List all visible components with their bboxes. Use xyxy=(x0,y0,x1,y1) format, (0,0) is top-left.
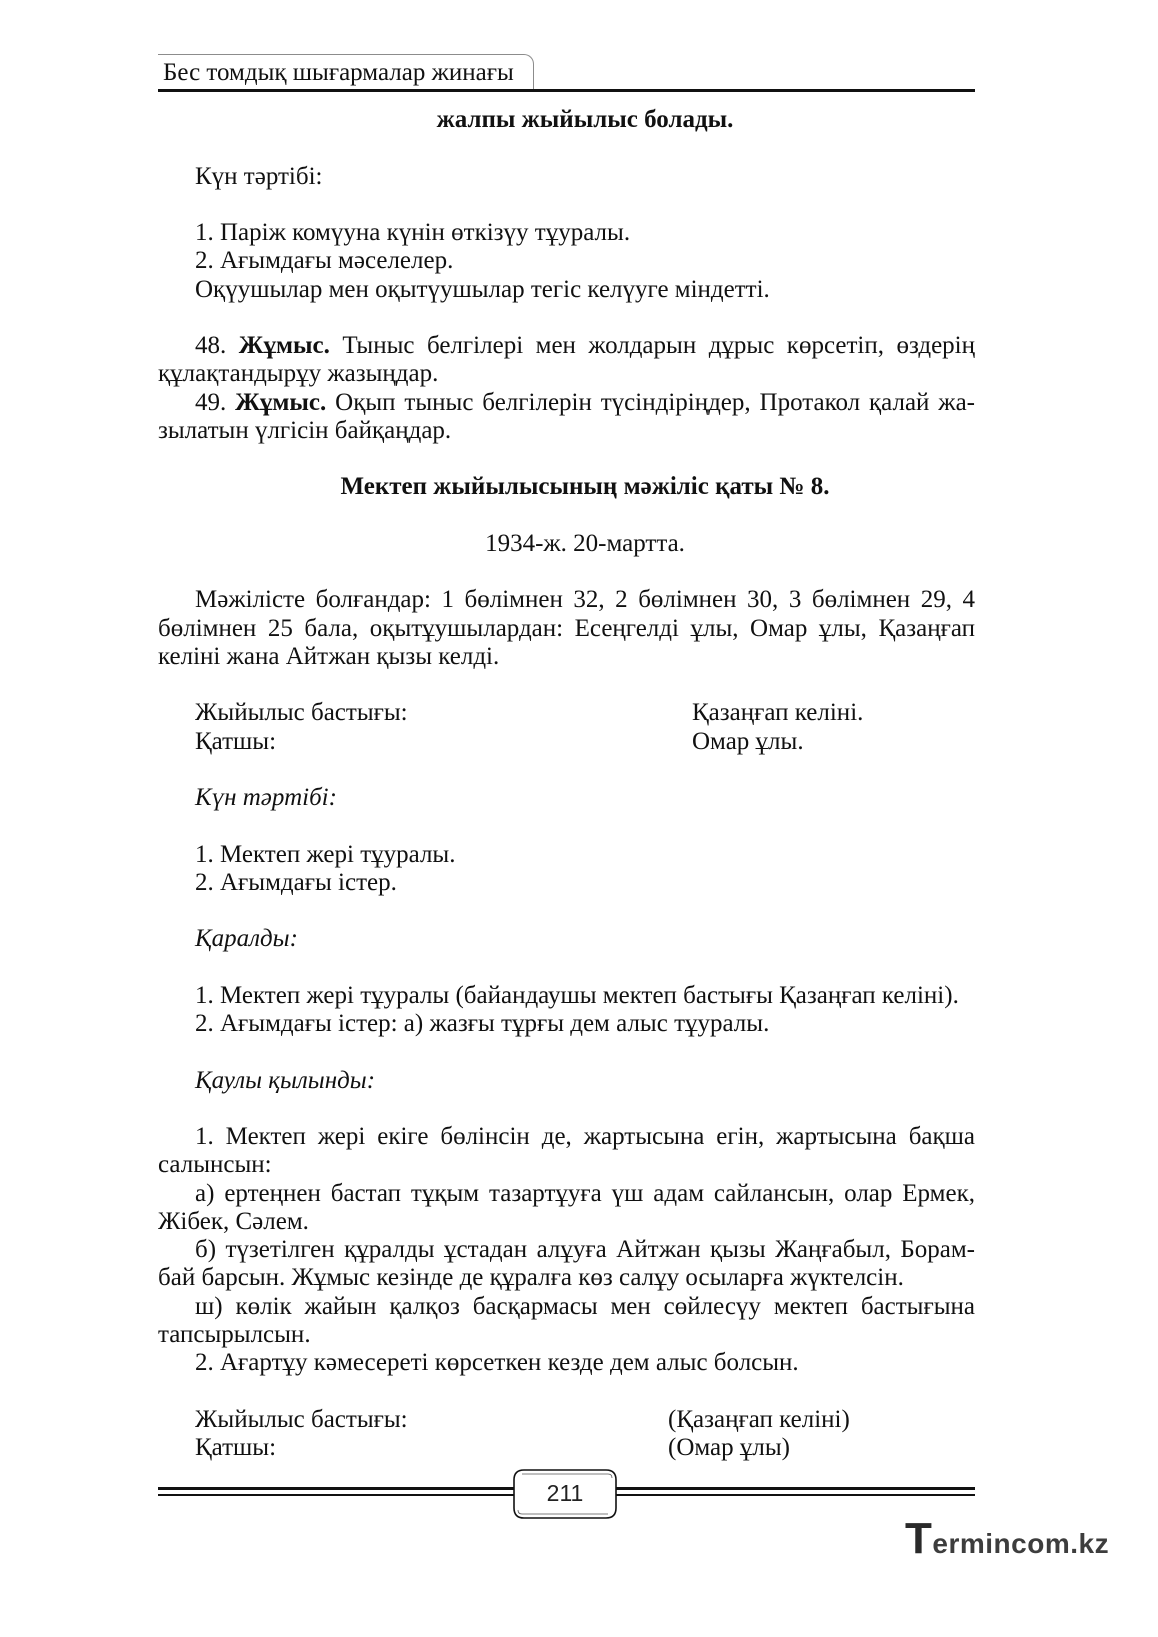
protocol-agenda-item: 2. Ағымдағы істер. xyxy=(195,868,397,896)
header-rule xyxy=(158,89,975,92)
resolution-line: б) түзетілген құралды ұстадан алұуға Айтжан қызы Жаңғабыл, Борам- xyxy=(195,1236,975,1263)
resolution-line: 2. Ағартұу кәмесереті көрсеткен кезде дем алыс болсын. xyxy=(195,1349,799,1376)
signature-row xyxy=(158,1434,975,1462)
officer-row xyxy=(158,699,975,727)
resolution-line: а) ертеңнен бастап тұқым тазартұуға үш адам сайлансын, олар Ермек, xyxy=(195,1179,975,1207)
attendance-line: бөлімнен 25 бала, оқытұушылардан: Есеңгелді ұлы, Омар ұлы, Қазаңғап xyxy=(158,614,975,642)
officer-name: Омар ұлы. xyxy=(692,727,804,755)
officer-name: Қазаңғап келіні. xyxy=(692,699,864,727)
resolution-line: тапсырылсын. xyxy=(158,1320,311,1348)
footer-rule-right xyxy=(616,1487,975,1490)
exercise-48-line: құлақтандырұу жазыңдар. xyxy=(158,360,439,388)
attendance-line: келіні жана Айтжан қызы келді. xyxy=(158,642,500,670)
exercise-48-line xyxy=(158,332,975,360)
resolution-line: салынсын: xyxy=(158,1151,272,1179)
footer-rule-left xyxy=(158,1487,514,1490)
resolution-line: 1. Мектеп жері екіге бөлінсін де, жартысына егін, жартысына бақша xyxy=(195,1123,975,1150)
signature-name: (Омар ұлы) xyxy=(668,1433,790,1461)
watermark-logo: Termincom.kz xyxy=(905,1514,1110,1563)
carryover-line: жалпы жыйылыс болады. xyxy=(436,106,734,133)
attendance-line: Мәжілісте болғандар: 1 бөлімнен 32, 2 бөлімнен 30, 3 бөлімнен 29, 4 xyxy=(195,586,975,614)
signature-role: Қатшы: xyxy=(195,1433,277,1461)
exercise-number: 48. xyxy=(195,332,227,359)
exercise-49-line xyxy=(158,389,975,417)
officer-row xyxy=(158,728,975,756)
discussed-label: Қаралды: xyxy=(195,925,298,953)
protocol-agenda-label: Күн тәртібі: xyxy=(195,784,337,811)
exercise-text: Оқып тыныс белгілерін түсіндіріңдер, Протакол қалай жа- xyxy=(335,388,975,416)
discussed-item: 2. Ағымдағы істер: а) жазғы тұрғы дем алыс тұуралы. xyxy=(195,1010,770,1037)
running-head: Бес томдық шығармалар жинағы xyxy=(163,59,514,86)
signature-role: Жыйылыс бастығы: xyxy=(195,1405,408,1433)
attendance-note: Оқүушылар мен оқытүушылар тегіс келүуге міндетті. xyxy=(195,275,770,303)
protocol-date: 1934-ж. 20-мартта. xyxy=(485,529,685,557)
exercise-number: 49. xyxy=(195,388,227,416)
resolution-line: Жібек, Сәлем. xyxy=(158,1207,309,1235)
discussed-item: 1. Мектеп жері тұуралы (байандаушы мектеп бастығы Қазаңғап келіні). xyxy=(195,981,959,1009)
officer-role: Жыйылыс бастығы: xyxy=(195,699,408,727)
footer-rule-left-thin xyxy=(158,1494,514,1496)
page-body xyxy=(158,106,975,1462)
signature-name: (Қазаңғап келіні) xyxy=(668,1405,850,1433)
signature-row xyxy=(158,1406,975,1434)
resolution-line: ш) көлік жайын қалқоз басқармасы мен сөйлесүу мектеп бастығына xyxy=(195,1292,975,1320)
exercise-label: Жұмыс. xyxy=(235,388,327,416)
page-number: 211 xyxy=(546,1480,584,1506)
resolved-label: Қаулы қылынды: xyxy=(195,1066,376,1094)
protocol-agenda-item: 1. Мектеп жері тұуралы. xyxy=(195,840,456,868)
officer-role: Қатшы: xyxy=(195,727,277,755)
exercise-text: Тыныс белгілері мен жолдарын дұрыс көрсетіп, өздерің xyxy=(342,332,976,359)
agenda-item: 1. Паріж комүуна күнін өткізүу тұуралы. xyxy=(195,219,631,246)
footer-rule-right-thin xyxy=(616,1494,975,1496)
agenda-label: Күн тәртібі: xyxy=(195,162,323,190)
protocol-title: Мектеп жыйылысының мәжіліс қаты № 8. xyxy=(340,473,830,501)
exercise-49-line: зылатын үлгісін байқаңдар. xyxy=(158,416,452,444)
agenda-item: 2. Ағымдағы мәселелер. xyxy=(195,247,454,275)
resolution-line: бай барсын. Жұмыс кезінде де құралға көз салұу осыларға жүктелсін. xyxy=(158,1264,904,1292)
exercise-label: Жұмыс. xyxy=(238,332,330,359)
